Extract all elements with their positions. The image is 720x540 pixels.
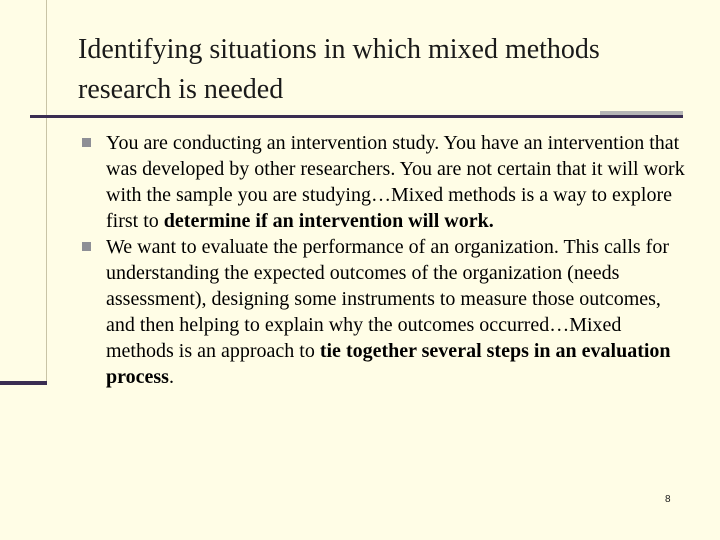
list-item (79, 234, 689, 390)
left-vertical-rule (46, 0, 47, 383)
square-bullet-icon (82, 242, 91, 251)
left-accent-bar (0, 381, 47, 385)
bullet-text: You are conducting an intervention study. You have an intervention that was developed by other researchers. You are not certain that it will work with the sample you are studying…Mixed methods is a way to explore first to (106, 132, 685, 232)
bullet-tail: . (168, 366, 174, 388)
square-bullet-icon (82, 138, 91, 147)
bullet-emphasis: determine if an intervention will work. (163, 210, 494, 232)
title-underline (30, 115, 683, 118)
list-item (79, 130, 689, 234)
bullet-list (79, 130, 689, 390)
bullet-text: We want to evaluate the performance of an organization. This calls for understanding the expected outcomes of the organization (needs assessment), designing some instruments to measure those outcomes, and then helping to explain why the outcomes occurred…Mixed methods is an approach to (106, 236, 669, 362)
page-number: 8 (665, 494, 671, 505)
bullet-emphasis: tie together several steps in an evaluation process (106, 340, 671, 388)
slide-title: Identifying situations in which mixed methods research is needed (78, 34, 600, 105)
